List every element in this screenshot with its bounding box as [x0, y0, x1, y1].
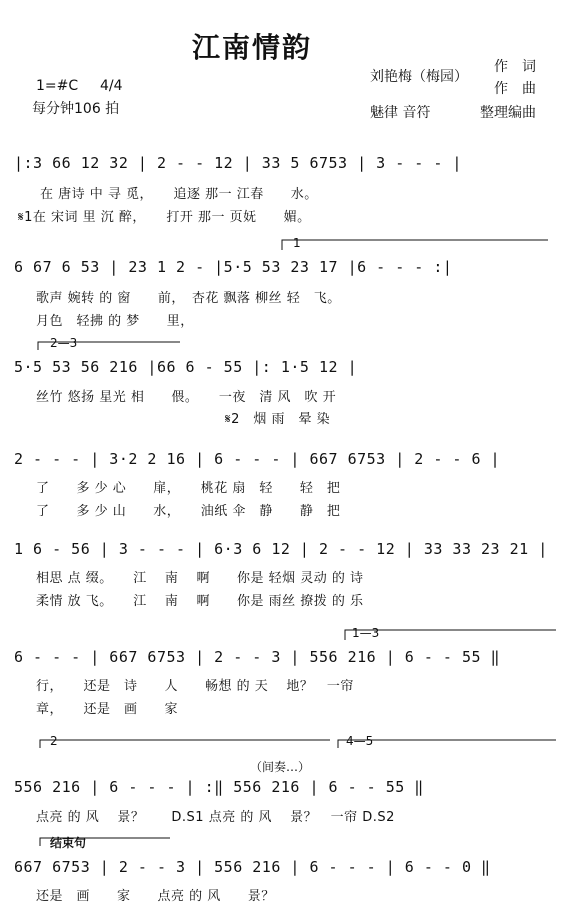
notation-line-4: 2 - - - | 3·2 2 16 | 6 - - - | 667 6753 | 2 - - 6 |: [14, 450, 501, 468]
lyric-line-2b: 月色 轻拂 的 梦 里，: [36, 314, 194, 329]
lyric-line-6b: 章， 还是 画 家: [36, 702, 179, 717]
lyric-line-8a: 还是 画 家 点亮 的 风 景？: [36, 889, 275, 904]
lyric-line-7a: 点亮 的 风 景？ D.S1 点亮 的 风 景？ 一帘 D.S2: [36, 810, 395, 825]
volta-bracket-2: [40, 740, 330, 748]
volta-4-5: 4—5: [346, 734, 374, 748]
volta-2: 2: [50, 734, 58, 748]
lyric-line-1a: 在 唐诗 中 寻 觅， 追逐 那一 江春 水。: [40, 187, 318, 202]
lyric-line-6a: 行， 还是 诗 人 畅想 的 天 地？ 一帘: [36, 679, 354, 694]
composer-role: 作 曲: [494, 81, 536, 97]
key-signature: 1=#C: [36, 78, 79, 94]
notation-line-6: 6 - - - | 667 6753 | 2 - - 3 | 556 216 | 6 - - 55 ‖: [14, 648, 501, 666]
volta-1: 1: [293, 236, 301, 250]
volta-bracket-1-3: [345, 630, 556, 640]
page-title: 江南情韵: [192, 31, 313, 64]
lyric-line-5a: 相思 点 缀。 江 南 啊 你是 轻烟 灵动 的 诗: [36, 571, 364, 586]
notation-line-1: |:3 66 12 32 | 2 - - 12 | 33 5 6753 | 3 - - - |: [14, 154, 462, 172]
volta-1-3: 1—3: [352, 626, 380, 640]
ending-phrase-label: 结束句: [50, 836, 87, 850]
lyricist-name: 刘艳梅（梅园）: [370, 69, 468, 85]
lyric-line-5b: 柔情 放 飞。 江 南 啊 你是 雨丝 撩拨 的 乐: [36, 594, 364, 609]
interlude-label: （间奏…）: [250, 760, 311, 774]
ending-bracket: [40, 838, 170, 846]
notation-line-5: 1 6 - 56 | 3 - - - | 6·3 6 12 | 2 - - 12 | 33 33 23 21 |: [14, 540, 548, 558]
arranger-name: 魅律 音符: [370, 105, 431, 121]
volta-bracket-2-3: [38, 342, 180, 350]
lyric-line-3b: 𝄋2 烟 雨 晕 染: [36, 412, 331, 427]
notation-line-8: 667 6753 | 2 - - 3 | 556 216 | 6 - - - | 6 - - 0 ‖: [14, 858, 491, 876]
volta-bracket-1: [282, 240, 548, 250]
tempo-marking: 每分钟106 拍: [32, 101, 120, 117]
notation-line-7: 556 216 | 6 - - - | :‖ 556 216 | 6 - - 55 ‖: [14, 778, 424, 796]
lyricist-role: 作 词: [494, 59, 536, 75]
arranger-role: 整理编曲: [480, 105, 536, 121]
lyric-line-3a: 丝竹 悠扬 星光 相 偎。 一夜 清 风 吹 开: [36, 390, 337, 405]
notation-line-2: 6 67 6 53 | 23 1 2 - |5·5 53 23 17 |6 - - - :|: [14, 258, 453, 276]
lyric-line-4b: 了 多 少 山 水， 油纸 伞 静 静 把: [36, 504, 341, 519]
lyric-line-4a: 了 多 少 心 扉， 桃花 扇 轻 轻 把: [36, 481, 341, 496]
notation-line-3: 5·5 53 56 216 |66 6 - 55 |: 1·5 12 |: [14, 358, 358, 376]
volta-2-3: 2—3: [50, 336, 78, 350]
time-signature: 4/4: [100, 78, 123, 94]
lyric-line-2a: 歌声 婉转 的 窗 前， 杏花 飘落 柳丝 轻 飞。: [36, 291, 341, 306]
lyric-line-1b: 𝄋1在 宋词 里 沉 醉， 打开 那一 页妩 媚。: [18, 210, 311, 225]
volta-bracket-4-5: [338, 740, 556, 748]
